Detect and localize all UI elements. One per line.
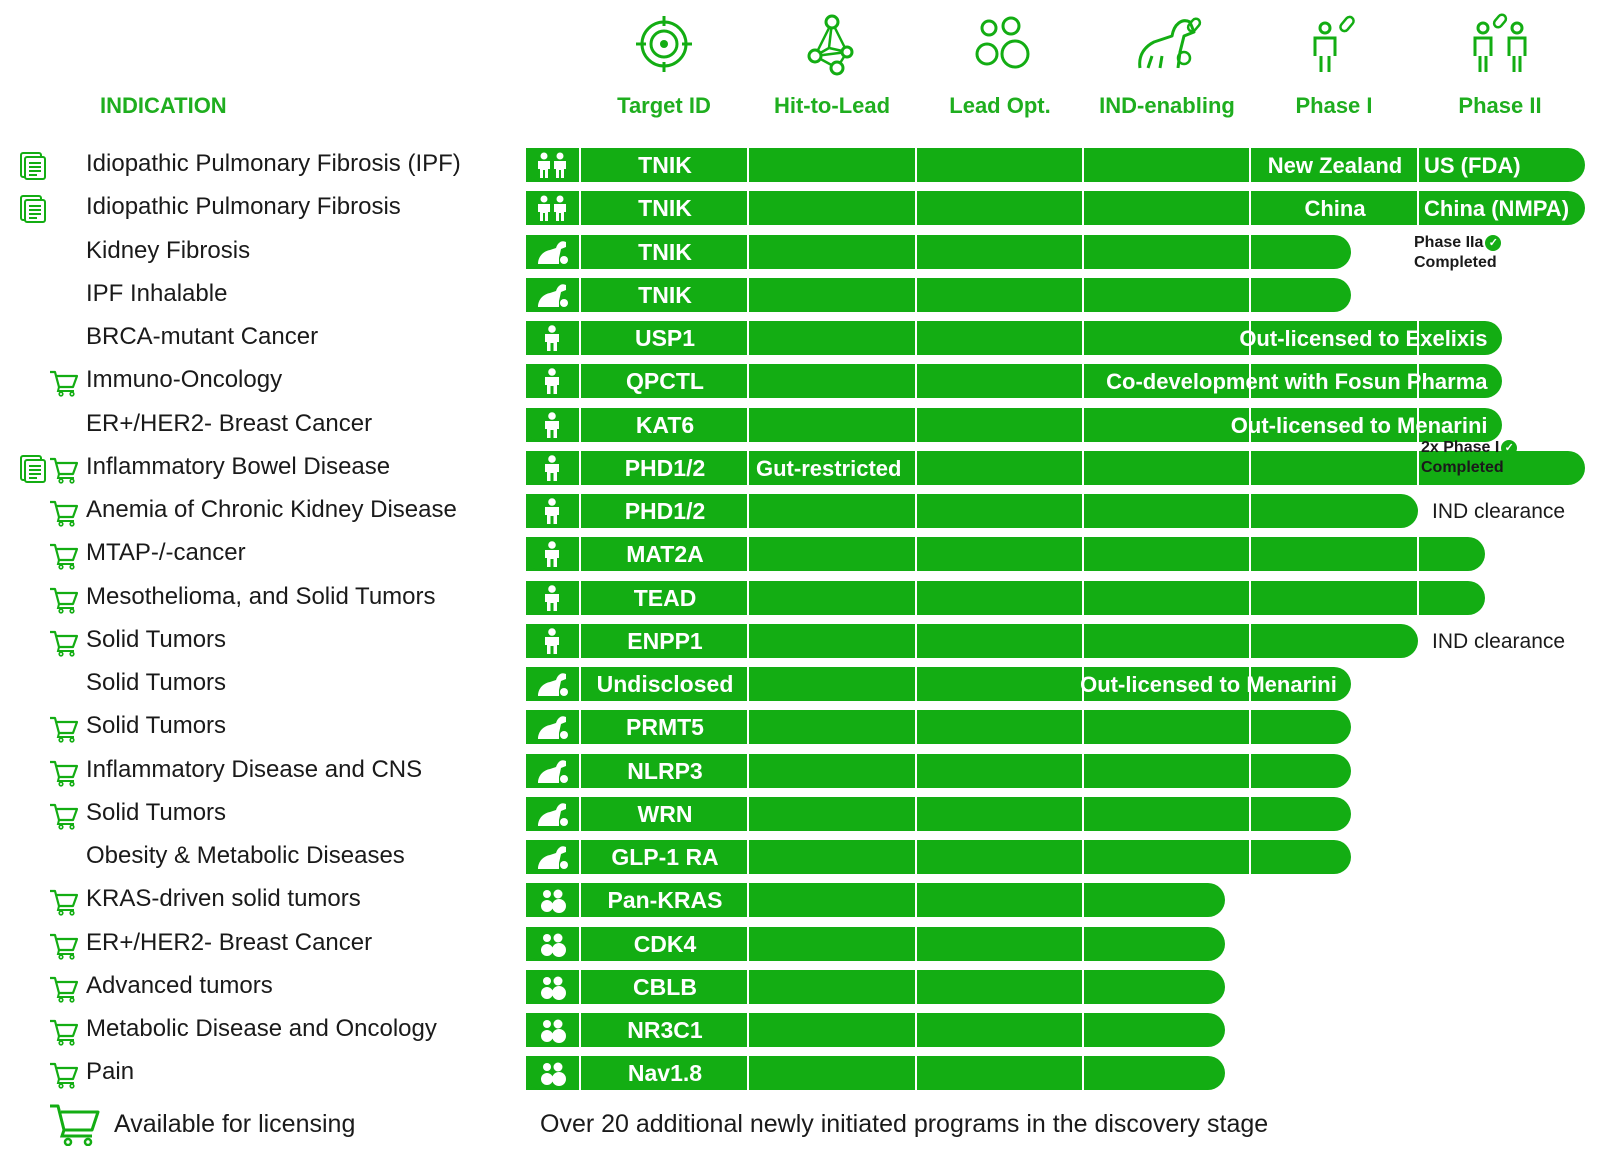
person-icon — [532, 497, 572, 525]
person-icon — [532, 584, 572, 612]
target-label: TNIK — [638, 239, 692, 265]
document-icon — [18, 151, 48, 181]
bar-divider — [1249, 754, 1251, 788]
indication-label: ER+/HER2- Breast Cancer — [86, 410, 373, 437]
document-icon — [18, 194, 48, 224]
target-label: Nav1.8 — [627, 1060, 703, 1086]
pipeline-row — [0, 362, 1600, 400]
target-label: WRN — [637, 801, 693, 827]
document-icon — [18, 454, 48, 484]
bar-annotation: Co-development with Fosun Pharma — [1106, 369, 1488, 394]
indication-label: ER+/HER2- Breast Cancer — [86, 929, 373, 956]
bar-divider — [1082, 278, 1084, 312]
indication-label: Pain — [86, 1058, 135, 1085]
indication-label: Obesity & Metabolic Diseases — [86, 842, 405, 869]
note-line2: Completed — [1421, 459, 1504, 476]
circles-icon — [532, 1016, 572, 1044]
bar-divider — [915, 494, 917, 528]
bar-divider — [1082, 364, 1084, 398]
pipeline-row — [0, 406, 1600, 444]
target-label: NLRP3 — [627, 758, 703, 784]
bar-divider — [1082, 1013, 1084, 1047]
bar-divider — [1082, 494, 1084, 528]
bar-divider — [915, 321, 917, 355]
stage-label-5: Phase II — [1458, 93, 1542, 118]
indication-label: MTAP-/-cancer — [86, 539, 246, 566]
pipeline-row — [0, 708, 1600, 746]
bar-divider — [915, 797, 917, 831]
indication-label: KRAS-driven solid tumors — [86, 885, 361, 912]
stage-label-3: IND-enabling — [1099, 93, 1235, 118]
bar-divider — [1082, 191, 1084, 225]
target-label: PRMT5 — [626, 714, 704, 740]
phase-i-note — [1421, 438, 1517, 478]
cart-icon — [48, 367, 78, 397]
target-label: GLP-1 RA — [611, 844, 719, 870]
target-label: QPCTL — [626, 368, 704, 394]
phase-iia-note — [1414, 233, 1501, 273]
pipeline-row — [0, 1054, 1600, 1092]
bar-divider — [1249, 451, 1251, 485]
cart-icon — [48, 454, 78, 484]
stage-label-0: Target ID — [617, 93, 711, 118]
pipeline-row — [0, 449, 1600, 487]
pipeline-row — [0, 233, 1600, 271]
bar-divider — [1249, 235, 1251, 269]
legend-label: Available for licensing — [114, 1110, 356, 1138]
bar-divider — [1082, 797, 1084, 831]
pipeline-row — [0, 752, 1600, 790]
pipeline-row — [0, 968, 1600, 1006]
person-icon — [532, 540, 572, 568]
indication-label: Solid Tumors — [86, 626, 227, 653]
bar-divider — [915, 754, 917, 788]
bar-divider — [915, 1056, 917, 1090]
phase-region-label: China — [1304, 196, 1366, 221]
indication-label: Idiopathic Pulmonary Fibrosis (IPF) — [86, 150, 461, 177]
indication-label: Inflammatory Bowel Disease — [86, 453, 391, 480]
cart-icon — [48, 1102, 100, 1146]
bar-annotation: Out-licensed to Menarini — [1080, 672, 1337, 697]
indication-label: Anemia of Chronic Kidney Disease — [86, 496, 457, 523]
bar-divider — [1082, 970, 1084, 1004]
bar-divider — [915, 1013, 917, 1047]
bar-divider — [1082, 537, 1084, 571]
bar-divider — [1082, 624, 1084, 658]
pipeline-row — [0, 535, 1600, 573]
circles-icon — [965, 12, 1035, 76]
check-icon: ✓ — [1485, 235, 1501, 251]
circles-icon — [532, 1059, 572, 1087]
animals-icon — [532, 238, 572, 266]
bar-divider — [1249, 278, 1251, 312]
pipeline-row — [0, 622, 1600, 660]
pipeline-row — [0, 276, 1600, 314]
target-label: KAT6 — [635, 412, 695, 438]
target-label: Pan-KRAS — [607, 887, 723, 913]
bar-divider — [915, 451, 917, 485]
pipeline-row — [0, 319, 1600, 357]
people-icon — [532, 194, 572, 222]
target-label: TEAD — [633, 585, 697, 611]
bar-divider — [915, 364, 917, 398]
target-label: TNIK — [638, 282, 692, 308]
indication-label: IPF Inhalable — [86, 280, 228, 307]
bar-divider — [1249, 710, 1251, 744]
bar-annotation: Gut-restricted — [756, 456, 902, 481]
target-label: Undisclosed — [596, 671, 734, 697]
pipeline-row — [0, 838, 1600, 876]
bar-divider — [915, 970, 917, 1004]
indication-label: Immuno-Oncology — [86, 366, 283, 393]
bar-divider — [915, 278, 917, 312]
target-label: MAT2A — [626, 541, 704, 567]
bar-divider — [915, 537, 917, 571]
person-icon — [532, 454, 572, 482]
indication-label: Mesothelioma, and Solid Tumors — [86, 583, 436, 610]
target-label: PHD1/2 — [624, 498, 706, 524]
target-label: TNIK — [638, 195, 692, 221]
bar-divider — [1082, 148, 1084, 182]
bar-divider — [1082, 451, 1084, 485]
indication-label: Metabolic Disease and Oncology — [86, 1015, 437, 1042]
bar-divider — [915, 191, 917, 225]
check-icon: ✓ — [1501, 440, 1517, 456]
cart-icon — [48, 627, 78, 657]
indication-label: Advanced tumors — [86, 972, 273, 999]
pipeline-row — [0, 881, 1600, 919]
person-icon — [532, 627, 572, 655]
cart-icon — [48, 930, 78, 960]
bar-divider — [1249, 797, 1251, 831]
animals-icon — [532, 843, 572, 871]
bar-divider — [1082, 754, 1084, 788]
target-label: ENPP1 — [627, 628, 703, 654]
footnote: Over 20 additional newly initiated programs in the discovery stage — [540, 1110, 1269, 1138]
stage-label-4: Phase I — [1295, 93, 1373, 118]
animals-icon — [532, 670, 572, 698]
pipeline-row — [0, 146, 1600, 184]
bar-divider — [1249, 624, 1251, 658]
bar-divider — [915, 667, 917, 701]
cart-icon — [48, 540, 78, 570]
cart-icon — [48, 757, 78, 787]
pipeline-row — [0, 1011, 1600, 1049]
bar-divider — [915, 148, 917, 182]
bar-divider — [915, 581, 917, 615]
bar-divider — [915, 927, 917, 961]
bar-annotation: Out-licensed to Menarini — [1230, 413, 1488, 438]
bar-divider — [1417, 451, 1419, 485]
bar-divider — [1249, 148, 1251, 182]
person-icon — [532, 411, 572, 439]
pipeline-row — [0, 665, 1600, 703]
bar-divider — [1082, 840, 1084, 874]
bar-divider — [1082, 408, 1084, 442]
note-line2: Completed — [1414, 254, 1497, 271]
target-label: TNIK — [638, 152, 692, 178]
note-line1: 2x Phase I — [1421, 439, 1500, 456]
bar-divider — [915, 624, 917, 658]
animals-icon — [532, 757, 572, 785]
bar-divider — [1082, 927, 1084, 961]
pipeline-header — [0, 0, 1600, 130]
indication-label: Solid Tumors — [86, 669, 227, 696]
side-note: IND clearance — [1432, 500, 1566, 523]
people-icon — [532, 151, 572, 179]
cart-icon — [48, 973, 78, 1003]
bar-divider — [1082, 235, 1084, 269]
animals-icon — [532, 281, 572, 309]
indication-label: Inflammatory Disease and CNS — [86, 756, 423, 783]
phase-region-label: US (FDA) — [1424, 153, 1521, 178]
indication-heading: INDICATION — [100, 93, 227, 118]
indication-label: Idiopathic Pulmonary Fibrosis — [86, 193, 401, 220]
cart-icon — [48, 1016, 78, 1046]
circles-icon — [532, 886, 572, 914]
bar-divider — [1249, 537, 1251, 571]
indication-label: BRCA-mutant Cancer — [86, 323, 319, 350]
bar-divider — [915, 710, 917, 744]
pipeline-row — [0, 189, 1600, 227]
circles-icon — [532, 930, 572, 958]
pipeline-row — [0, 492, 1600, 530]
animals-icon — [532, 800, 572, 828]
bar-divider — [1417, 537, 1419, 571]
indication-label: Solid Tumors — [86, 799, 227, 826]
pipeline-row — [0, 579, 1600, 617]
stage-label-1: Hit-to-Lead — [773, 93, 891, 118]
bar-divider — [1082, 883, 1084, 917]
stage-label-2: Lead Opt. — [949, 93, 1051, 118]
animals-icon — [1132, 12, 1202, 76]
indication-label: Kidney Fibrosis — [86, 237, 251, 264]
pipeline-row — [0, 925, 1600, 963]
indication-label: Solid Tumors — [86, 712, 227, 739]
bar-divider — [1082, 581, 1084, 615]
bar-divider — [1082, 321, 1084, 355]
bar-divider — [915, 840, 917, 874]
bar-divider — [1249, 191, 1251, 225]
phase-region-label: New Zealand — [1267, 153, 1403, 178]
side-note: IND clearance — [1432, 630, 1566, 653]
bar-divider — [915, 235, 917, 269]
bar-divider — [1249, 840, 1251, 874]
bar-divider — [1249, 494, 1251, 528]
cart-icon — [48, 584, 78, 614]
people-pill-icon — [1465, 12, 1535, 76]
target-icon — [629, 12, 699, 76]
target-label: CBLB — [633, 974, 697, 1000]
bar-divider — [1082, 710, 1084, 744]
cart-icon — [48, 713, 78, 743]
bar-divider — [915, 408, 917, 442]
target-label: NR3C1 — [627, 1017, 703, 1043]
bar-annotation: Out-licensed to Exelixis — [1239, 326, 1488, 351]
phase-region-label: China (NMPA) — [1424, 196, 1570, 221]
cart-icon — [48, 800, 78, 830]
pipeline-row — [0, 795, 1600, 833]
person-pill-icon — [1299, 12, 1369, 76]
circles-icon — [532, 973, 572, 1001]
target-label: USP1 — [634, 325, 696, 351]
animals-icon — [532, 713, 572, 741]
bar-divider — [1417, 581, 1419, 615]
bar-divider — [915, 883, 917, 917]
target-label: CDK4 — [633, 931, 697, 957]
person-icon — [532, 324, 572, 352]
bar-divider — [1249, 581, 1251, 615]
bar-divider — [1082, 1056, 1084, 1090]
cart-icon — [48, 886, 78, 916]
person-icon — [532, 367, 572, 395]
cart-icon — [48, 497, 78, 527]
target-label: PHD1/2 — [624, 455, 706, 481]
note-line1: Phase IIa — [1414, 234, 1484, 251]
cart-icon — [48, 1059, 78, 1089]
molecule-network-icon — [797, 12, 867, 76]
legend — [48, 1102, 448, 1152]
